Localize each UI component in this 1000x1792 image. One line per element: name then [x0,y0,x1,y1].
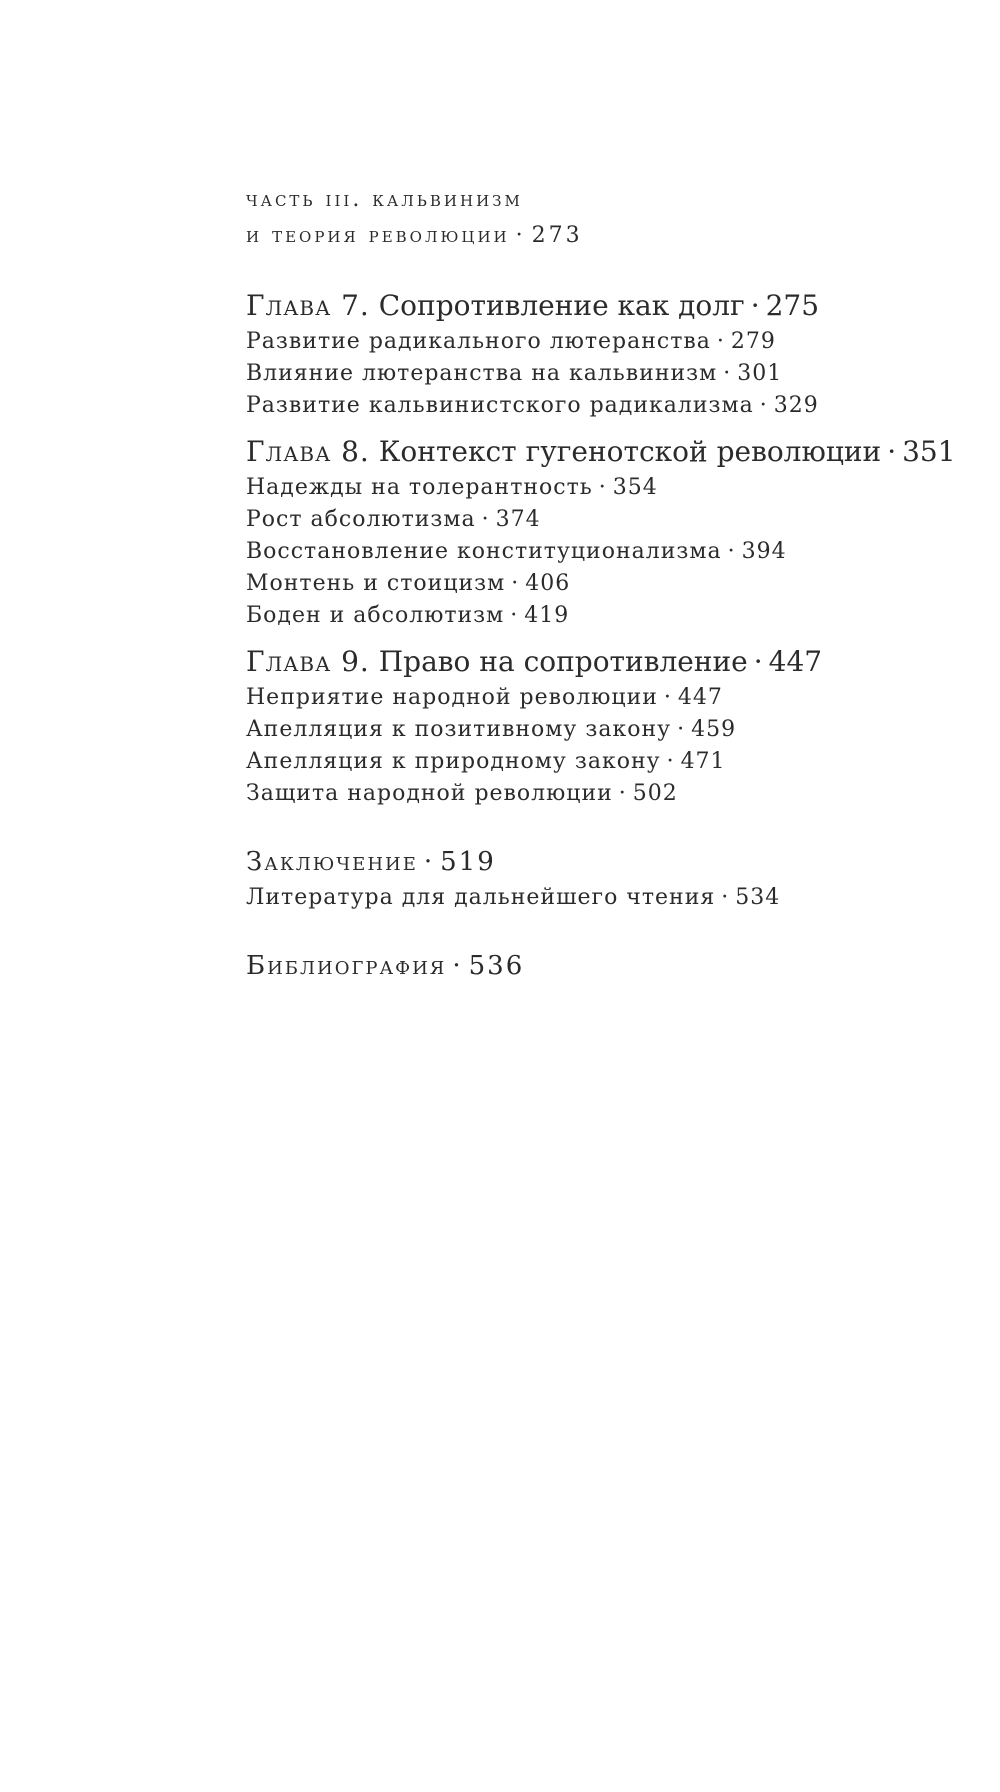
conclusion-heading [246,842,966,882]
section-entry: Апелляция к позитивному закону · 459 [246,717,737,742]
conclusion-title: Заключение [246,847,418,877]
chapter-7 [246,286,966,422]
separator-dot: · [887,435,897,468]
section-entry: Литература для дальнейшего чтения · 534 [246,885,781,910]
chapter-title: Право на сопротивление [378,645,748,678]
chapter-title: Контекст гугенотской революции [378,435,882,468]
section-list [246,326,966,422]
separator-dot: · [753,645,763,678]
bibliography-page-number: 536 [468,951,525,981]
section-list [246,682,966,810]
chapter-label: Глава 8. [246,435,370,468]
section-entry: Влияние лютеранства на кальвинизм · 301 [246,361,783,386]
section-list [246,472,966,632]
chapter-9 [246,642,966,810]
separator-dot: · [515,223,526,248]
chapter-page-number: 351 [902,435,956,468]
bibliography-title: Библиография [246,951,447,981]
bibliography-heading [246,946,966,986]
part-title-line-2: и теория революции · 273 [246,223,583,248]
section-entry: Боден и абсолютизм · 419 [246,603,570,628]
section-entry: Рост абсолютизма · 374 [246,507,541,532]
chapter-8 [246,432,966,632]
part-title-line-1: часть iii. кальвинизм [246,187,523,212]
table-of-contents [246,182,966,986]
separator-dot: · [423,847,435,877]
chapter-label: Глава 7. [246,289,370,322]
section-entry: Неприятие народной революции · 447 [246,685,723,710]
chapter-page-number: 275 [765,289,820,322]
chapter-heading [246,432,966,472]
chapter-title: Сопротивление как долг [378,289,745,322]
section-entry: Развитие радикального лютеранства · 279 [246,329,776,354]
conclusion [246,842,966,914]
chapter-page-number: 447 [768,645,823,678]
section-entry: Надежды на толерантность · 354 [246,475,658,500]
section-entry: Монтень и стоицизм · 406 [246,571,571,596]
chapter-label: Глава 9. [246,645,370,678]
section-entry: Защита народной революции · 502 [246,781,678,806]
part-title [246,182,966,254]
section-entry: Восстановление конституционализма · 394 [246,539,787,564]
chapter-heading [246,642,966,682]
section-entry: Апелляция к природному закону · 471 [246,749,726,774]
part-page-number: 273 [531,223,583,248]
section-entry: Развитие кальвинистского радикализма · 329 [246,393,819,418]
chapter-heading [246,286,966,326]
section-list [246,882,966,914]
conclusion-page-number: 519 [440,847,496,877]
separator-dot: · [452,951,463,981]
separator-dot: · [750,289,760,322]
